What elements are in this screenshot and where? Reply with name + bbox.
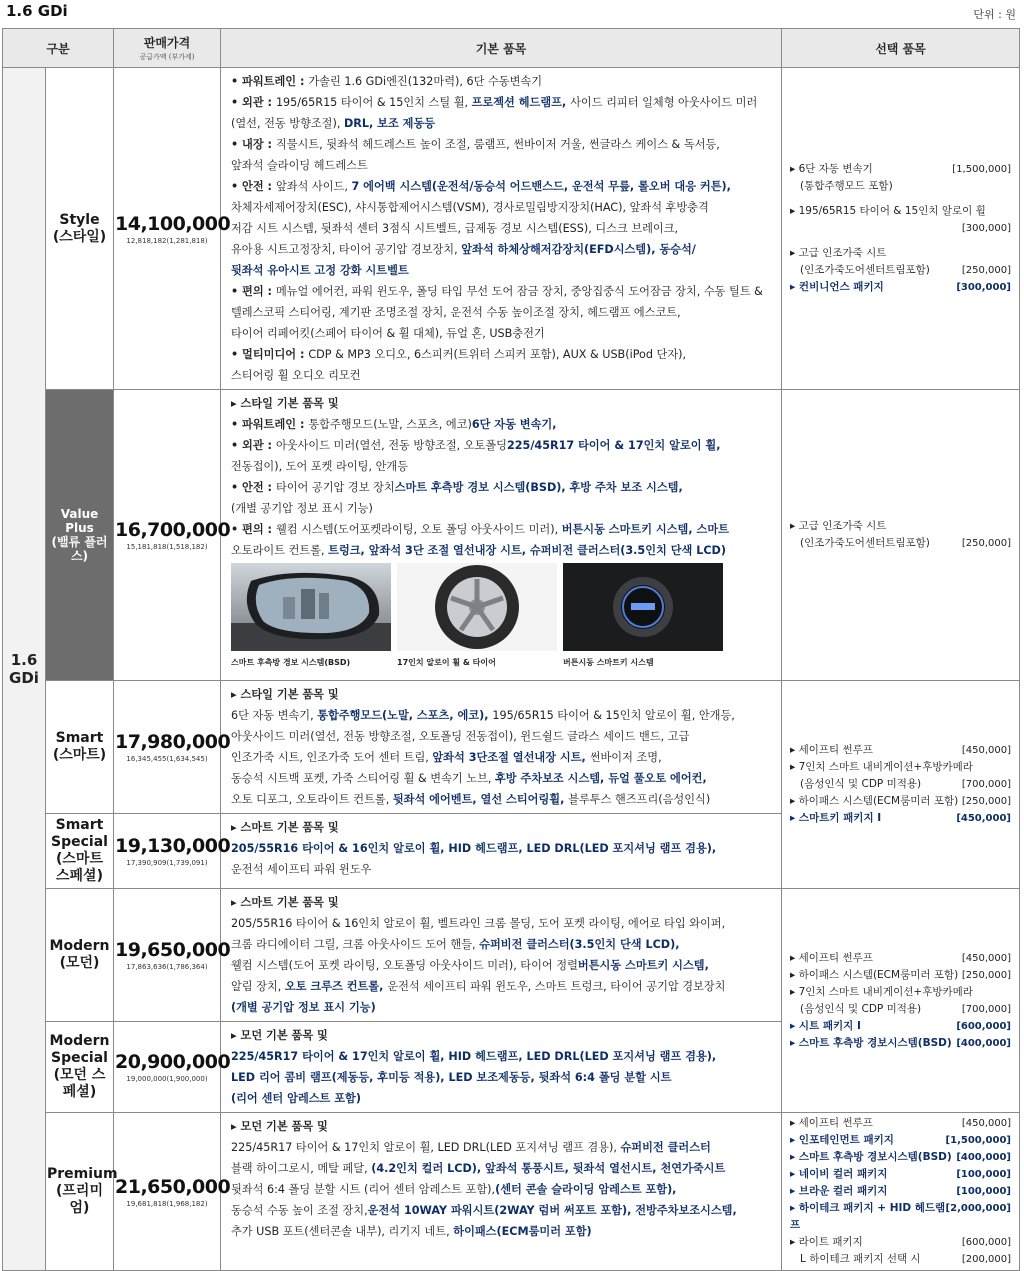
price-table xyxy=(2,28,1020,1271)
basic-line xyxy=(231,365,775,386)
option-item xyxy=(790,245,1011,262)
price-sub: 15,181,818(1,518,182) xyxy=(126,543,208,551)
basic-text: 운전석 세이프티 파워 윈도우 xyxy=(231,863,372,876)
basic-text: 스티어링 휠 오디오 리모컨 xyxy=(231,369,361,382)
option-item xyxy=(790,742,1011,759)
option-label: ▸ 하이패스 시스템(ECM룸미러 포함) xyxy=(790,968,959,981)
basic-lead: • 파워트레인 : xyxy=(231,418,309,431)
basic-lead: • 내장 : xyxy=(231,138,276,151)
basic-line xyxy=(231,71,775,92)
basic-hl: (리어 센터 암레스트 포함) xyxy=(231,1092,361,1105)
option-price: [1,500,000] xyxy=(945,1135,1011,1146)
basic-line xyxy=(231,155,775,176)
option-item xyxy=(790,262,1011,279)
basic-hl: 슈퍼비전 클러스터 xyxy=(620,1141,711,1154)
basic-hl: (센터 콘솔 슬라이딩 암레스트 포함), xyxy=(495,1183,677,1196)
basic-text: 알림 장치, xyxy=(231,980,285,993)
price-cell xyxy=(114,1113,231,1271)
price-sub: 19,000,000(1,900,000) xyxy=(126,1075,208,1083)
basic-line xyxy=(231,892,775,913)
basic-line xyxy=(231,456,775,477)
option-price: [450,000] xyxy=(961,745,1011,756)
basic-line xyxy=(231,323,775,344)
unit-label: 단위 : 원 xyxy=(973,8,1016,21)
basic-line xyxy=(231,684,775,705)
photo-card xyxy=(231,563,391,673)
basic-text: 오토라이트 컨트롤, xyxy=(231,544,329,557)
trim-name-kr: (스타일) xyxy=(52,228,107,245)
basic-line xyxy=(231,747,775,768)
option-item xyxy=(790,967,1011,984)
basic-hl: 7 에어백 시스템(운전석/동승석 어드밴스드, 운전석 무릎, xyxy=(351,180,639,193)
basic-hl2: 롤오버 대응 커튼), xyxy=(638,180,731,193)
basic-line xyxy=(231,134,775,155)
basic-lead: ▸ 스마트 기본 품목 및 xyxy=(231,896,339,909)
option-label: ▸ 컨비니언스 패키지 xyxy=(790,281,884,293)
option-item xyxy=(790,535,1011,552)
option-item xyxy=(790,776,1011,793)
basic-line xyxy=(231,393,775,414)
price-main: 19,130,000 xyxy=(115,835,231,857)
option-item xyxy=(790,1200,1011,1234)
basic-hl: 앞좌석 3단조절 열선내장 시트, xyxy=(432,751,590,764)
option-price: [400,000] xyxy=(956,1152,1011,1163)
basic-line xyxy=(231,1158,775,1179)
basic-text2: 블루투스 핸즈프리(음성인식) xyxy=(568,793,711,806)
basic-text: 메뉴얼 에어컨, 파워 윈도우, 폴딩 타입 무선 도어 잠금 장치, 중앙집중식 도어잠금 장치, 수동 틸트 & xyxy=(275,285,763,298)
basic-items-cell xyxy=(221,681,782,814)
trim-row xyxy=(3,889,1020,1022)
option-item xyxy=(790,1183,1011,1200)
option-label: ▸ 7인치 스마트 내비게이션+후방카메라 xyxy=(790,761,973,773)
option-label: ▸ 인포테인먼트 패키지 xyxy=(790,1134,894,1146)
option-label: ▸ 세이프티 썬루프 xyxy=(790,1117,873,1129)
basic-line xyxy=(231,239,775,260)
basic-hl: 슈퍼비전 클러스터(3.5인치 단색 LCD), xyxy=(479,938,680,951)
basic-text: 205/55R16 타이어 & 16인치 알로이 휠, 벨트라인 크롬 몰딩, 도어 포켓 라이팅, 에어로 타입 와이퍼, xyxy=(231,917,726,930)
basic-hl: 225/45R17 타이어 & 17인치 알로이 휠, xyxy=(506,439,721,452)
option-price: [100,000] xyxy=(956,1169,1011,1180)
basic-hl: 하이패스(ECM룸미러 포함) xyxy=(453,1225,592,1238)
price-cell xyxy=(114,814,231,889)
basic-items-cell xyxy=(221,68,782,390)
basic-text: 가솔린 1.6 GDi엔진(132마력), 6단 수동변속기 xyxy=(308,75,543,88)
basic-text: 직물시트, 뒷좌석 헤드레스트 높이 조절, 룸램프, 썬바이저 거울, 썬글라스 케이스 & 독서등, xyxy=(275,138,720,151)
basic-text: 차체자세제어장치(ESC), 샤시통합제어시스템(VSM), 경사로밀림방지장치(HAC), 앞좌석 후방충격 xyxy=(231,201,709,214)
basic-hl: 6단 자동 변속기, xyxy=(471,418,557,431)
basic-line xyxy=(231,1200,775,1221)
trim-name: Modern Special xyxy=(49,1033,110,1066)
basic-line xyxy=(231,976,775,997)
option-price: [600,000] xyxy=(956,1020,1011,1032)
basic-hl: 225/45R17 타이어 & 17인치 알로이 휠, HID 헤드램프, LED DRL(LED 포지셔닝 램프 겸용), xyxy=(231,1050,717,1063)
basic-line xyxy=(231,540,775,561)
basic-text: 아웃사이드 미러(열선, 전동 방향조절, 오토폴딩 전동접이), 윈드쉴드 글라스 세이드 밴드, 고급 xyxy=(231,730,690,743)
option-price: [450,000] xyxy=(961,1118,1011,1129)
option-item xyxy=(790,161,1011,178)
price-sub: 17,390,909(1,739,091) xyxy=(126,859,208,867)
basic-line xyxy=(231,859,775,880)
header-price-sub: 공급가액 (부가세) xyxy=(139,53,195,61)
option-label: ▸ 세이프티 썬루프 xyxy=(790,951,873,964)
trim-name: Style xyxy=(59,211,100,228)
option-label: (음성인식 및 CDP 미적용) xyxy=(800,778,922,790)
basic-line xyxy=(231,260,775,281)
basic-line xyxy=(231,1137,775,1158)
photo-card xyxy=(563,563,723,673)
engine-cell: 1.6 GDi xyxy=(3,68,46,1271)
option-price: [2,000,000] xyxy=(945,1203,1011,1214)
basic-line xyxy=(231,705,775,726)
basic-text: 앞좌석 슬라이딩 헤드레스트 xyxy=(231,159,368,172)
basic-text: 유아용 시트고정장치, 타이어 공기압 경보장치, xyxy=(231,243,462,256)
basic-text: 텔레스코픽 스티어링, 계기판 조명조절 장치, 운전석 수동 높이조절 장치, 헤드램프 에스코트, xyxy=(231,306,681,319)
basic-line xyxy=(231,176,775,197)
option-label: (통합주행모드 포함) xyxy=(800,180,893,192)
option-item xyxy=(790,793,1011,810)
photo-caption: 스마트 후측방 경보 시스템(BSD) xyxy=(231,658,351,667)
option-item xyxy=(790,518,1011,535)
basic-hl2: 앞좌석 3단 조절 열선내장 시트, 슈퍼비전 클러스터(3.5인치 단색 LCD) xyxy=(368,544,726,557)
price-main: 21,650,000 xyxy=(115,1175,231,1198)
option-price: [250,000] xyxy=(961,265,1011,276)
basic-line xyxy=(231,414,775,435)
option-item xyxy=(790,203,1011,220)
basic-text: 타이어 리페어킷(스페어 타이어 & 휠 대체), 듀얼 혼, USB충전기 xyxy=(231,327,545,340)
basic-hl: (4.2인치 컬러 LCD), 앞좌석 통풍시트, xyxy=(371,1162,573,1175)
photo-caption: 17인치 알로이 휠 & 타이어 xyxy=(397,658,496,667)
trim-row xyxy=(3,68,1020,390)
trim-name-cell xyxy=(46,1022,114,1113)
option-label: ▸ 스마트 후측방 경보시스템(BSD) xyxy=(790,1036,952,1049)
trim-name: Smart xyxy=(55,730,104,746)
basic-line xyxy=(231,1046,775,1067)
header-price xyxy=(114,29,221,68)
basic-text: 전동접이), 도어 포켓 라이팅, 안개등 xyxy=(231,460,409,473)
basic-lead: • 외관 : xyxy=(231,439,276,452)
option-price: [300,000] xyxy=(956,282,1011,293)
basic-lead: • 안전 : xyxy=(231,180,276,193)
price-main: 16,700,000 xyxy=(115,519,231,541)
basic-hl: 스마트 후측방 경보 시스템(BSD), 후방 주차 보조 시스템, xyxy=(394,481,683,494)
table-header-row xyxy=(3,29,1020,68)
basic-hl2: 뒷좌석 열선시트, 천연가죽시트 xyxy=(572,1162,726,1175)
basic-text2: 썬바이저 조명, xyxy=(589,751,662,764)
basic-line xyxy=(231,344,775,365)
price-cell xyxy=(114,68,231,390)
basic-hl: 버튼시동 스마트키 시스템, xyxy=(561,523,697,536)
price-cell xyxy=(114,1022,231,1113)
basic-line xyxy=(231,1025,775,1046)
photo-caption: 버튼시동 스마트키 시스템 xyxy=(563,658,654,667)
basic-hl: 후방 주차보조 시스템, 듀얼 풀오토 에어컨, xyxy=(495,772,707,785)
trim-name-cell xyxy=(46,1113,118,1271)
trim-name-kr: (프리미엄) xyxy=(56,1183,103,1216)
header-price-label: 판매가격 xyxy=(143,36,191,50)
option-items-cell xyxy=(782,68,1020,390)
basic-hl: 운전석 10WAY 파워시트(2WAY 럼버 써포트 포함), 전방주차보조시스템, xyxy=(367,1204,737,1217)
basic-text: 뒷좌석 6:4 폴딩 분할 시트 (리어 센터 암레스트 포함), xyxy=(231,1183,496,1196)
bsd-mirror-photo xyxy=(231,563,391,651)
option-label: ▸ 네이비 컬러 패키지 xyxy=(790,1168,888,1180)
basic-text: 블랙 하이그로시, 메탈 페달, xyxy=(231,1162,372,1175)
basic-line xyxy=(231,281,775,302)
option-label: ▸ 하이테크 패키지 + HID 헤드램프 xyxy=(790,1202,946,1231)
option-price: [400,000] xyxy=(956,1037,1011,1049)
trim-name-cell xyxy=(46,68,114,390)
option-price: [1,500,000] xyxy=(952,164,1011,175)
trim-name-kr: (모던 스페셜) xyxy=(53,1067,106,1100)
header-option-items: 선택 품목 xyxy=(782,29,1020,68)
trim-name: Modern xyxy=(49,938,110,954)
basic-lead: ▸ 스타일 기본 품목 및 xyxy=(231,688,339,701)
photo-card xyxy=(397,563,557,673)
basic-text2: 운전석 세이프티 파워 윈도우, 스마트 트렁크, 타이어 공기압 경보장치 xyxy=(387,980,726,993)
option-price: [450,000] xyxy=(956,813,1011,824)
option-item xyxy=(790,759,1011,776)
basic-line xyxy=(231,435,775,456)
option-label: ▸ 하이패스 시스템(ECM룸미러 포함) xyxy=(790,795,959,807)
basic-text: 앞좌석 사이드, xyxy=(275,180,352,193)
trim-name-cell xyxy=(46,814,114,889)
header-basic-items: 기본 품목 xyxy=(221,29,782,68)
basic-line xyxy=(231,498,775,519)
basic-text2: 195/65R15 타이어 & 15인치 알로이 휠, 안개등, xyxy=(492,709,735,722)
basic-lead: • 안전 : xyxy=(231,481,276,494)
option-label: ▸ 고급 인조가죽 시트 xyxy=(790,520,887,532)
basic-text: 웰컴 시스템(도어 포켓 라이팅, 오토폴딩 아웃사이드 미러), 타이어 정렬 xyxy=(231,959,578,972)
option-price: [700,000] xyxy=(961,779,1011,790)
trim-name-cell xyxy=(46,681,114,814)
basic-text: 아웃사이드 미러(열선, 전동 방향조절, 오토폴딩 xyxy=(275,439,507,452)
basic-hl: 트렁크, xyxy=(328,544,369,557)
basic-lead: • 편의 : xyxy=(231,523,276,536)
photo-strip xyxy=(231,563,775,673)
basic-text: 저감 시트 시스템, 뒷좌석 센터 3점식 시트벨트, 급제동 경보 시스템(ESS), 디스크 브레이크, xyxy=(231,222,679,235)
option-price: [250,000] xyxy=(961,969,1011,981)
basic-line xyxy=(231,92,775,113)
option-label: ▸ 6단 자동 변속기 xyxy=(790,163,873,175)
option-label: ▸ 7인치 스마트 내비게이션+후방카메라 xyxy=(790,985,973,998)
trim-name-cell xyxy=(46,390,114,681)
option-label: ▸ 스마트키 패키지 I xyxy=(790,812,882,824)
basic-line xyxy=(231,1088,775,1109)
price-sub: 12,818,182(1,281,818) xyxy=(126,236,208,245)
basic-line xyxy=(231,789,775,810)
option-item xyxy=(790,1132,1011,1149)
basic-lead: ▸ 모던 기본 품목 및 xyxy=(231,1029,328,1042)
basic-text: 오토 디포그, 오토라이트 컨트롤, xyxy=(231,793,393,806)
option-items-cell xyxy=(782,390,1020,681)
basic-lead: ▸ 모던 기본 품목 및 xyxy=(231,1120,328,1133)
option-item xyxy=(790,984,1011,1001)
basic-text: CDP & MP3 오디오, 6스피커(트위터 스피커 포함), AUX & USB(iPod 단자), xyxy=(308,348,687,361)
option-label: (음성인식 및 CDP 미적용) xyxy=(800,1002,922,1015)
basic-hl: 앞좌석 하체상해저감장치(EFD시스템), 동승석/ xyxy=(461,243,696,256)
trim-name: Smart Special xyxy=(51,817,108,850)
start-button-photo xyxy=(563,563,723,651)
trim-name: Premium xyxy=(47,1166,118,1182)
option-item xyxy=(790,1166,1011,1183)
option-items-cell xyxy=(782,681,1020,889)
basic-text: 타이어 공기압 경보 장치 xyxy=(275,481,395,494)
basic-text: 6단 자동 변속기, xyxy=(231,709,318,722)
basic-lead: • 편의 : xyxy=(231,285,276,298)
option-price: [250,000] xyxy=(961,796,1011,807)
trim-row xyxy=(3,681,1020,814)
basic-text: 동승석 시트백 포켓, 가죽 스티어링 휠 & 변속기 노브, xyxy=(231,772,495,785)
basic-text: 추가 USB 포트(센터콘솔 내부), 리기지 네트, xyxy=(231,1225,454,1238)
option-label: ▸ 시트 패키지 I xyxy=(790,1019,861,1032)
basic-line xyxy=(231,302,775,323)
basic-hl: 통합주행모드(노말, 스포츠, 에코), xyxy=(317,709,493,722)
basic-lead: • 외관 : xyxy=(231,96,276,109)
basic-text: (개별 공기압 정보 표시 기능) xyxy=(231,502,373,515)
option-label: ▸ 스마트 후측방 경보시스템(BSD) xyxy=(790,1151,952,1163)
basic-hl: (개별 공기압 정보 표시 기능) xyxy=(231,1001,376,1014)
basic-lead: ▸ 스타일 기본 품목 및 xyxy=(231,397,339,410)
basic-hl: 205/55R16 타이어 & 16인치 알로이 휠, HID 헤드램프, LED DRL(LED 포지셔닝 램프 겸용), xyxy=(231,842,717,855)
basic-lead: • 멀티미디어 : xyxy=(231,348,309,361)
price-sub: 17,863,636(1,786,364) xyxy=(126,963,208,971)
basic-line xyxy=(231,1116,775,1137)
option-item xyxy=(790,279,1011,296)
price-cell xyxy=(114,889,231,1022)
alloy-wheel-photo xyxy=(397,563,557,651)
basic-text: 225/45R17 타이어 & 17인치 알로이 휠, LED DRL(LED 포지셔닝 램프 겸용), xyxy=(231,1141,621,1154)
basic-line xyxy=(231,1221,775,1242)
price-sub: 19,681,818(1,968,182) xyxy=(126,1199,208,1208)
page-title: 1.6 GDi xyxy=(6,2,68,20)
option-price: [700,000] xyxy=(961,1003,1011,1015)
basic-line xyxy=(231,519,775,540)
basic-line xyxy=(231,197,775,218)
option-item xyxy=(790,1234,1011,1251)
basic-hl: DRL, 보조 제동등 xyxy=(343,117,436,130)
option-items-cell xyxy=(782,1113,1020,1271)
basic-line xyxy=(231,838,775,859)
trim-row xyxy=(3,390,1020,681)
option-item xyxy=(790,1115,1011,1132)
price-sub: 16,345,455(1,634,545) xyxy=(126,755,208,763)
basic-items-cell xyxy=(221,1022,782,1113)
option-price: [100,000] xyxy=(956,1186,1011,1197)
trim-name-cell xyxy=(46,889,114,1022)
basic-line xyxy=(231,934,775,955)
option-label: ▸ 세이프티 썬루프 xyxy=(790,744,873,756)
basic-line xyxy=(231,955,775,976)
trim-name-kr: (밸류 플러스) xyxy=(51,535,108,563)
option-item xyxy=(790,1251,1011,1268)
basic-line xyxy=(231,768,775,789)
basic-items-cell xyxy=(221,390,782,681)
basic-hl: 버튼시동 스마트키 시스템, xyxy=(577,959,709,972)
price-main: 19,650,000 xyxy=(115,939,231,961)
trim-row xyxy=(3,1113,1020,1271)
price-cell xyxy=(114,681,231,814)
basic-line xyxy=(231,913,775,934)
basic-line xyxy=(231,218,775,239)
basic-line xyxy=(231,477,775,498)
option-price: [250,000] xyxy=(961,538,1011,549)
option-label: ▸ 브라운 컬러 패키지 xyxy=(790,1185,888,1197)
trim-name-kr: (모던) xyxy=(59,955,100,971)
title-bar xyxy=(0,0,1024,26)
basic-text: 195/65R15 타이어 & 15인치 스틸 휠, xyxy=(275,96,472,109)
price-main: 17,980,000 xyxy=(115,731,231,753)
basic-hl: 뒷좌석 에어벤트, 열선 스티어링휠, xyxy=(392,793,569,806)
basic-text: 크롬 라디에이터 그릴, 크롬 아웃사이드 도어 핸들, xyxy=(231,938,480,951)
option-item xyxy=(790,220,1011,237)
basic-lead: • 파워트레인 : xyxy=(231,75,309,88)
price-main: 20,900,000 xyxy=(115,1051,231,1073)
option-item xyxy=(790,1035,1011,1052)
basic-hl: 뒷좌석 유아시트 고정 강화 시트벨트 xyxy=(231,264,409,277)
basic-line xyxy=(231,726,775,747)
option-price: [450,000] xyxy=(961,952,1011,964)
basic-line xyxy=(231,113,775,134)
trim-name: Value Plus xyxy=(60,507,99,535)
basic-text2: 사이드 리피터 일체형 아웃사이드 미러 xyxy=(570,96,758,109)
option-label: ▸ 195/65R15 타이어 & 15인치 알로이 휠 xyxy=(790,205,986,217)
price-main: 14,100,000 xyxy=(115,212,231,235)
basic-items-cell xyxy=(221,889,782,1022)
basic-hl: 오토 크루즈 컨트롤, xyxy=(284,980,388,993)
option-item xyxy=(790,178,1011,195)
trim-name-kr: (스마트 스페셜) xyxy=(56,851,103,884)
option-price: [300,000] xyxy=(961,223,1011,234)
basic-text: (열선, 전동 방향조절), xyxy=(231,117,344,130)
basic-lead: ▸ 스마트 기본 품목 및 xyxy=(231,821,339,834)
option-price: [200,000] xyxy=(961,1254,1011,1265)
option-item xyxy=(790,810,1011,827)
basic-hl2: 스마트 xyxy=(696,523,729,536)
option-item xyxy=(790,950,1011,967)
price-cell xyxy=(114,390,231,681)
basic-text: 인조가죽 시트, 인조가죽 도어 센터 트림, xyxy=(231,751,433,764)
basic-line xyxy=(231,1179,775,1200)
option-label: L 하이테크 패키지 선택 시 xyxy=(800,1253,921,1265)
basic-line xyxy=(231,1067,775,1088)
basic-items-cell xyxy=(221,814,782,889)
option-label: (인조가죽도어센터트림포함) xyxy=(800,537,930,549)
basic-hl: LED 리어 콤비 램프(제동등, 후미등 적용), LED 보조제동등, 뒷좌석 6:4 폴딩 분할 시트 xyxy=(231,1071,672,1084)
basic-line xyxy=(231,997,775,1018)
option-label: ▸ 고급 인조가죽 시트 xyxy=(790,247,887,259)
option-item xyxy=(790,1149,1011,1166)
header-category: 구분 xyxy=(3,29,114,68)
trim-name-kr: (스마트) xyxy=(52,747,107,763)
option-price: [600,000] xyxy=(961,1237,1011,1248)
basic-hl: 프로젝션 헤드램프, xyxy=(471,96,571,109)
basic-line xyxy=(231,817,775,838)
basic-text: 통합주행모드(노말, 스포츠, 에코) xyxy=(308,418,472,431)
basic-text: 동승석 수동 높이 조절 장치, xyxy=(231,1204,368,1217)
option-items-cell xyxy=(782,889,1020,1113)
basic-text: 웰컴 시스템(도어포켓라이팅, 오토 폴딩 아웃사이드 미러), xyxy=(275,523,562,536)
option-item xyxy=(790,1018,1011,1035)
option-label: (인조가죽도어센터트림포함) xyxy=(800,264,930,276)
option-label: ▸ 라이트 패키지 xyxy=(790,1236,863,1248)
basic-items-cell xyxy=(221,1113,782,1271)
option-item xyxy=(790,1001,1011,1018)
